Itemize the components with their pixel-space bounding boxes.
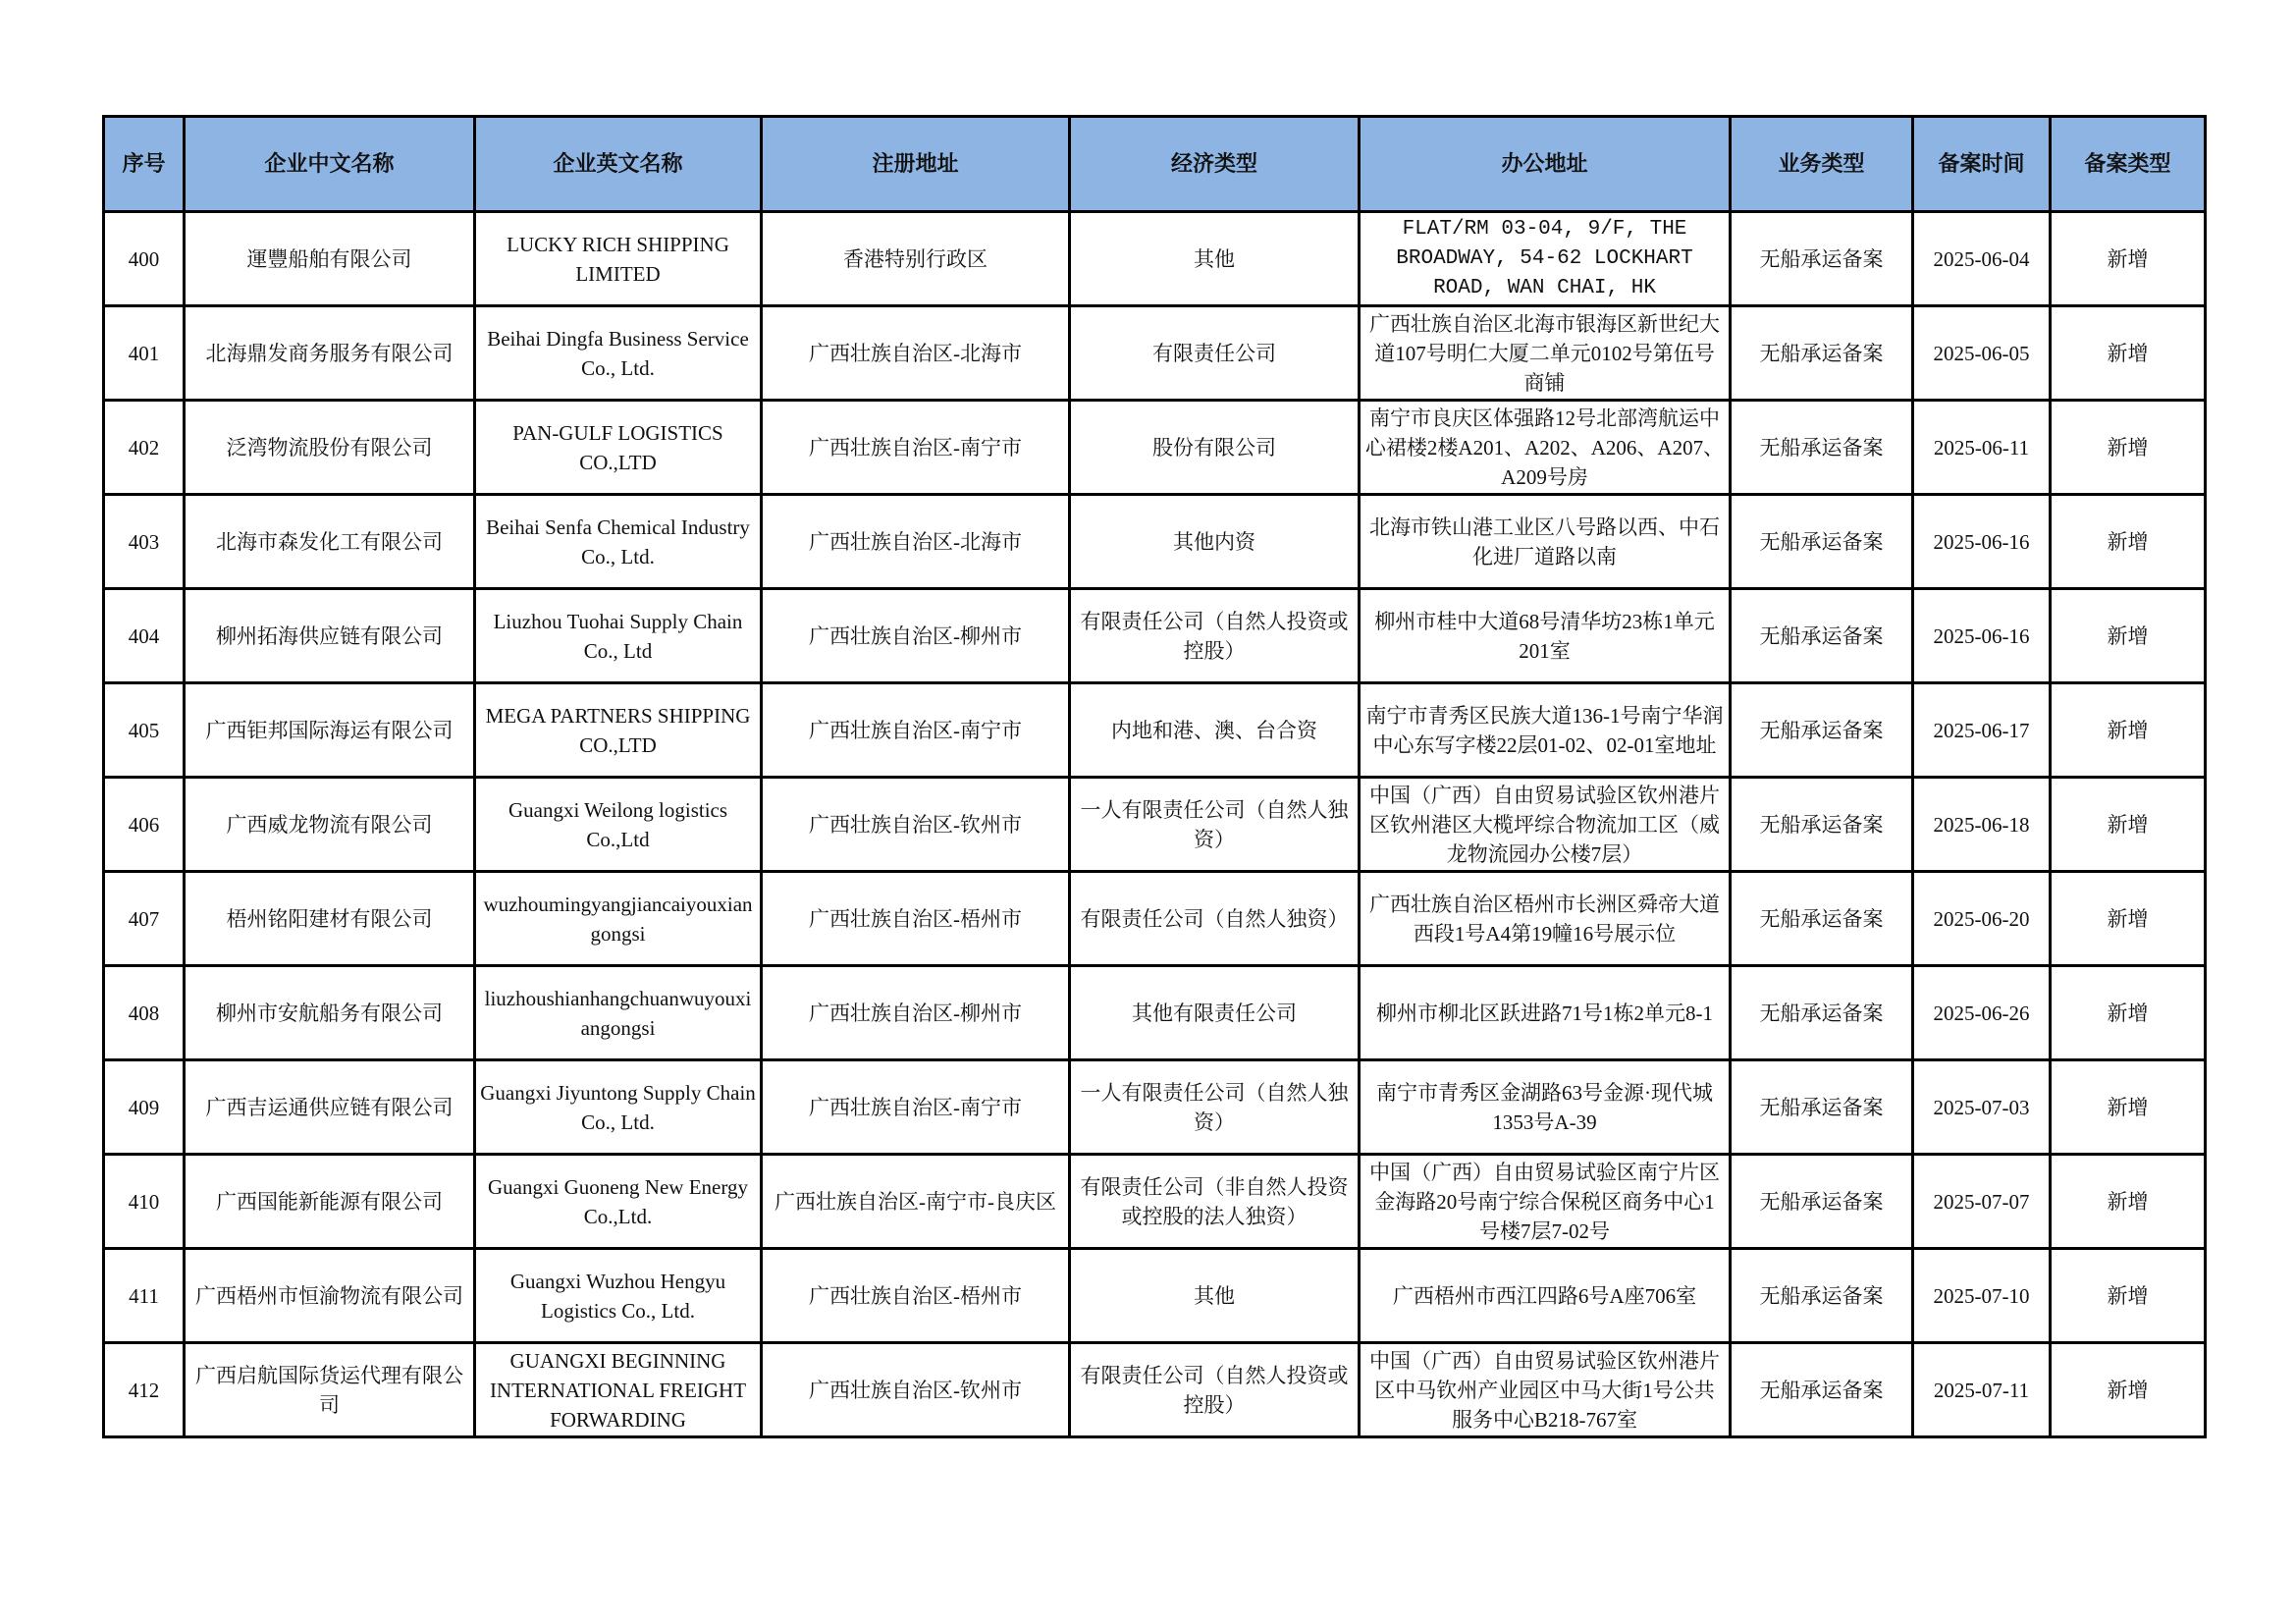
cell-index: 403 — [104, 495, 185, 589]
cell-office-address: FLAT/RM 03-04, 9/F, THE BROADWAY, 54-62 LOCKHART ROAD, WAN CHAI, HK — [1360, 212, 1731, 306]
cell-business-type: 无船承运备案 — [1731, 306, 1913, 401]
cell-office-address: 中国（广西）自由贸易试验区南宁片区金海路20号南宁综合保税区商务中心1号楼7层7-02号 — [1360, 1155, 1731, 1249]
cell-economic-type: 一人有限责任公司（自然人独资） — [1070, 778, 1360, 872]
cell-filing-type: 新增 — [2051, 401, 2206, 495]
cell-en-name: LUCKY RICH SHIPPING LIMITED — [475, 212, 762, 306]
cell-filing-type: 新增 — [2051, 872, 2206, 966]
cell-economic-type: 有限责任公司（自然人投资或控股） — [1070, 589, 1360, 683]
table-row — [104, 778, 2206, 872]
cell-office-address: 广西梧州市西江四路6号A座706室 — [1360, 1249, 1731, 1343]
cell-cn-name: 北海鼎发商务服务有限公司 — [185, 306, 475, 401]
cell-economic-type: 有限责任公司 — [1070, 306, 1360, 401]
cell-business-type: 无船承运备案 — [1731, 1155, 1913, 1249]
cell-index: 411 — [104, 1249, 185, 1343]
cell-cn-name: 梧州铭阳建材有限公司 — [185, 872, 475, 966]
cell-reg-address: 广西壮族自治区-北海市 — [762, 495, 1070, 589]
cell-en-name: Liuzhou Tuohai Supply Chain Co., Ltd — [475, 589, 762, 683]
header-business-type: 业务类型 — [1731, 117, 1913, 212]
cell-business-type: 无船承运备案 — [1731, 212, 1913, 306]
cell-en-name: Guangxi Jiyuntong Supply Chain Co., Ltd. — [475, 1060, 762, 1155]
cell-office-address: 中国（广西）自由贸易试验区钦州港片区中马钦州产业园区中马大街1号公共服务中心B218-767室 — [1360, 1343, 1731, 1437]
header-office-address: 办公地址 — [1360, 117, 1731, 212]
cell-economic-type: 一人有限责任公司（自然人独资） — [1070, 1060, 1360, 1155]
cell-business-type: 无船承运备案 — [1731, 1060, 1913, 1155]
cell-en-name: liuzhoushianhangchuanwuyouxiangongsi — [475, 966, 762, 1060]
table-row — [104, 872, 2206, 966]
cell-office-address: 南宁市青秀区金湖路63号金源·现代城1353号A-39 — [1360, 1060, 1731, 1155]
cell-cn-name: 广西吉运通供应链有限公司 — [185, 1060, 475, 1155]
cell-office-address: 广西壮族自治区梧州市长洲区舜帝大道西段1号A4第19幢16号展示位 — [1360, 872, 1731, 966]
cell-economic-type: 其他 — [1070, 1249, 1360, 1343]
cell-en-name: GUANGXI BEGINNING INTERNATIONAL FREIGHT FORWARDING — [475, 1343, 762, 1437]
cell-economic-type: 有限责任公司（自然人独资） — [1070, 872, 1360, 966]
table-row — [104, 1060, 2206, 1155]
cell-en-name: MEGA PARTNERS SHIPPING CO.,LTD — [475, 683, 762, 778]
cell-filing-type: 新增 — [2051, 306, 2206, 401]
cell-business-type: 无船承运备案 — [1731, 495, 1913, 589]
cell-business-type: 无船承运备案 — [1731, 401, 1913, 495]
cell-en-name: PAN-GULF LOGISTICS CO.,LTD — [475, 401, 762, 495]
cell-en-name: Guangxi Guoneng New Energy Co.,Ltd. — [475, 1155, 762, 1249]
table-body — [104, 212, 2206, 1437]
cell-filing-date: 2025-06-18 — [1913, 778, 2051, 872]
cell-reg-address: 广西壮族自治区-南宁市 — [762, 401, 1070, 495]
cell-economic-type: 有限责任公司（非自然人投资或控股的法人独资） — [1070, 1155, 1360, 1249]
cell-filing-type: 新增 — [2051, 966, 2206, 1060]
table-row — [104, 1155, 2206, 1249]
cell-filing-type: 新增 — [2051, 1343, 2206, 1437]
cell-cn-name: 柳州拓海供应链有限公司 — [185, 589, 475, 683]
table-row — [104, 1249, 2206, 1343]
cell-economic-type: 其他有限责任公司 — [1070, 966, 1360, 1060]
cell-business-type: 无船承运备案 — [1731, 778, 1913, 872]
cell-filing-date: 2025-06-11 — [1913, 401, 2051, 495]
cell-filing-date: 2025-07-10 — [1913, 1249, 2051, 1343]
cell-index: 407 — [104, 872, 185, 966]
cell-filing-date: 2025-07-07 — [1913, 1155, 2051, 1249]
table-row — [104, 401, 2206, 495]
cell-cn-name: 广西钜邦国际海运有限公司 — [185, 683, 475, 778]
cell-economic-type: 其他 — [1070, 212, 1360, 306]
cell-filing-type: 新增 — [2051, 778, 2206, 872]
cell-en-name: Guangxi Weilong logistics Co.,Ltd — [475, 778, 762, 872]
cell-filing-type: 新增 — [2051, 683, 2206, 778]
cell-cn-name: 广西威龙物流有限公司 — [185, 778, 475, 872]
cell-index: 400 — [104, 212, 185, 306]
table-row — [104, 683, 2206, 778]
cell-business-type: 无船承运备案 — [1731, 1343, 1913, 1437]
cell-cn-name: 广西启航国际货运代理有限公司 — [185, 1343, 475, 1437]
cell-filing-type: 新增 — [2051, 212, 2206, 306]
header-filing-type: 备案类型 — [2051, 117, 2206, 212]
table-row — [104, 589, 2206, 683]
cell-filing-type: 新增 — [2051, 495, 2206, 589]
cell-economic-type: 内地和港、澳、台合资 — [1070, 683, 1360, 778]
cell-office-address: 南宁市青秀区民族大道136-1号南宁华润中心东写字楼22层01-02、02-01室地址 — [1360, 683, 1731, 778]
cell-business-type: 无船承运备案 — [1731, 589, 1913, 683]
cell-filing-date: 2025-06-20 — [1913, 872, 2051, 966]
cell-filing-date: 2025-06-05 — [1913, 306, 2051, 401]
header-cn-name: 企业中文名称 — [185, 117, 475, 212]
cell-filing-date: 2025-06-16 — [1913, 589, 2051, 683]
cell-office-address: 柳州市桂中大道68号清华坊23栋1单元201室 — [1360, 589, 1731, 683]
cell-cn-name: 泛湾物流股份有限公司 — [185, 401, 475, 495]
cell-filing-type: 新增 — [2051, 1249, 2206, 1343]
cell-en-name: Beihai Dingfa Business Service Co., Ltd. — [475, 306, 762, 401]
cell-business-type: 无船承运备案 — [1731, 966, 1913, 1060]
cell-reg-address: 广西壮族自治区-梧州市 — [762, 1249, 1070, 1343]
cell-office-address: 中国（广西）自由贸易试验区钦州港片区钦州港区大榄坪综合物流加工区（威龙物流园办公楼7层） — [1360, 778, 1731, 872]
cell-index: 410 — [104, 1155, 185, 1249]
cell-reg-address: 广西壮族自治区-北海市 — [762, 306, 1070, 401]
cell-filing-date: 2025-06-04 — [1913, 212, 2051, 306]
cell-index: 406 — [104, 778, 185, 872]
cell-reg-address: 广西壮族自治区-柳州市 — [762, 966, 1070, 1060]
cell-filing-date: 2025-06-17 — [1913, 683, 2051, 778]
cell-filing-date: 2025-06-16 — [1913, 495, 2051, 589]
cell-reg-address: 广西壮族自治区-梧州市 — [762, 872, 1070, 966]
cell-business-type: 无船承运备案 — [1731, 872, 1913, 966]
header-reg-address: 注册地址 — [762, 117, 1070, 212]
cell-filing-type: 新增 — [2051, 589, 2206, 683]
cell-cn-name: 广西国能新能源有限公司 — [185, 1155, 475, 1249]
cell-index: 404 — [104, 589, 185, 683]
cell-filing-date: 2025-06-26 — [1913, 966, 2051, 1060]
cell-economic-type: 有限责任公司（自然人投资或控股） — [1070, 1343, 1360, 1437]
table-row — [104, 966, 2206, 1060]
cell-index: 401 — [104, 306, 185, 401]
cell-index: 405 — [104, 683, 185, 778]
header-economic-type: 经济类型 — [1070, 117, 1360, 212]
header-row — [104, 117, 2206, 212]
cell-en-name: Beihai Senfa Chemical Industry Co., Ltd. — [475, 495, 762, 589]
cell-index: 409 — [104, 1060, 185, 1155]
table-row — [104, 1343, 2206, 1437]
table-row — [104, 495, 2206, 589]
cell-index: 408 — [104, 966, 185, 1060]
cell-reg-address: 广西壮族自治区-南宁市 — [762, 683, 1070, 778]
cell-en-name: wuzhoumingyangjiancaiyouxiangongsi — [475, 872, 762, 966]
cell-cn-name: 運豐船舶有限公司 — [185, 212, 475, 306]
cell-economic-type: 股份有限公司 — [1070, 401, 1360, 495]
cell-reg-address: 广西壮族自治区-钦州市 — [762, 778, 1070, 872]
header-filing-date: 备案时间 — [1913, 117, 2051, 212]
cell-economic-type: 其他内资 — [1070, 495, 1360, 589]
table-row — [104, 306, 2206, 401]
cell-business-type: 无船承运备案 — [1731, 1249, 1913, 1343]
cell-index: 412 — [104, 1343, 185, 1437]
cell-cn-name: 柳州市安航船务有限公司 — [185, 966, 475, 1060]
cell-filing-type: 新增 — [2051, 1155, 2206, 1249]
table-row — [104, 212, 2206, 306]
header-index: 序号 — [104, 117, 185, 212]
cell-office-address: 广西壮族自治区北海市银海区新世纪大道107号明仁大厦二单元0102号第伍号商铺 — [1360, 306, 1731, 401]
cell-office-address: 南宁市良庆区体强路12号北部湾航运中心裙楼2楼A201、A202、A206、A207、A209号房 — [1360, 401, 1731, 495]
cell-cn-name: 北海市森发化工有限公司 — [185, 495, 475, 589]
header-en-name: 企业英文名称 — [475, 117, 762, 212]
cell-reg-address: 广西壮族自治区-南宁市-良庆区 — [762, 1155, 1070, 1249]
cell-cn-name: 广西梧州市恒渝物流有限公司 — [185, 1249, 475, 1343]
cell-reg-address: 广西壮族自治区-南宁市 — [762, 1060, 1070, 1155]
cell-business-type: 无船承运备案 — [1731, 683, 1913, 778]
cell-office-address: 北海市铁山港工业区八号路以西、中石化进厂道路以南 — [1360, 495, 1731, 589]
cell-filing-type: 新增 — [2051, 1060, 2206, 1155]
cell-office-address: 柳州市柳北区跃进路71号1栋2单元8-1 — [1360, 966, 1731, 1060]
cell-filing-date: 2025-07-11 — [1913, 1343, 2051, 1437]
cell-reg-address: 香港特别行政区 — [762, 212, 1070, 306]
cell-reg-address: 广西壮族自治区-柳州市 — [762, 589, 1070, 683]
registration-table — [102, 115, 2207, 1438]
cell-index: 402 — [104, 401, 185, 495]
cell-en-name: Guangxi Wuzhou Hengyu Logistics Co., Ltd. — [475, 1249, 762, 1343]
cell-reg-address: 广西壮族自治区-钦州市 — [762, 1343, 1070, 1437]
cell-filing-date: 2025-07-03 — [1913, 1060, 2051, 1155]
